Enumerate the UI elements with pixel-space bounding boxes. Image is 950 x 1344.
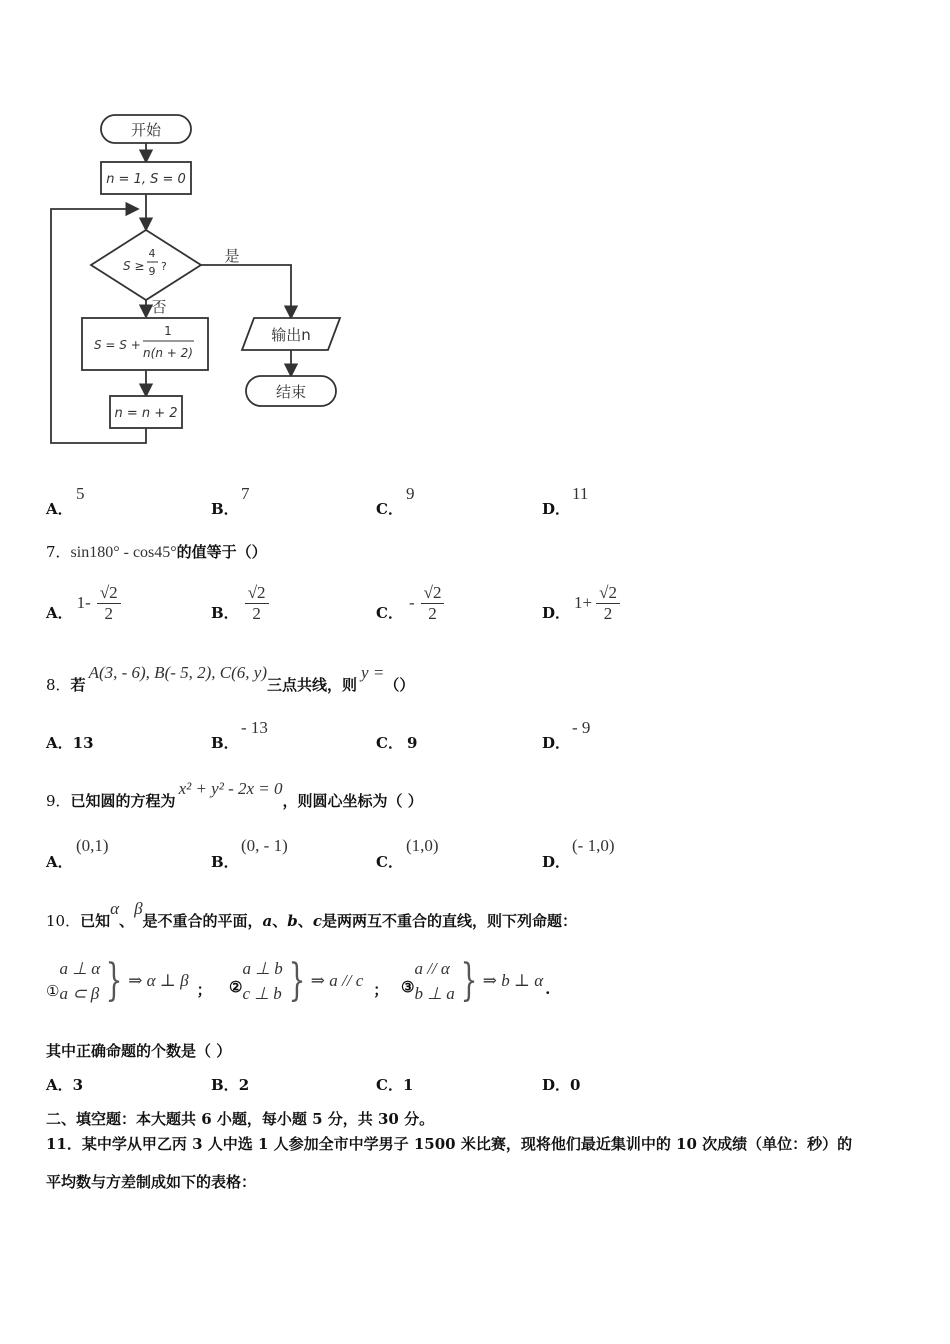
- option-value: 11: [572, 484, 589, 503]
- proposition-3: [401, 953, 550, 1009]
- frac-num: √2: [97, 583, 121, 604]
- prop-line-2: a ⊂ β: [59, 984, 100, 1003]
- option-label: B．: [211, 603, 239, 622]
- option-value: 0: [570, 1076, 581, 1094]
- q6-options: [46, 486, 846, 520]
- q7-option-d[interactable]: [542, 578, 620, 628]
- option-label: B．: [211, 853, 239, 871]
- frac-den: 2: [428, 603, 437, 623]
- option-label: C．: [376, 603, 403, 622]
- option-value: 13: [72, 734, 94, 752]
- q10-sep2: 、: [272, 912, 288, 930]
- q8-middle: 三点共线，则: [267, 676, 358, 694]
- q8-options: [46, 718, 846, 752]
- q7-expr: sin180° - cos45°: [70, 544, 177, 561]
- cond-den: 9: [148, 265, 156, 278]
- q10-alpha: α: [110, 899, 120, 918]
- frac-den: 2: [252, 603, 261, 623]
- prop-end: ；: [196, 980, 212, 999]
- option-label: C．: [376, 853, 403, 871]
- prop-result: ⇒ α ⊥ β: [128, 971, 189, 990]
- right-brace: }: [460, 955, 478, 1006]
- question-number: 9．: [46, 792, 71, 810]
- q10-option-b[interactable]: [211, 1074, 249, 1095]
- prop-result: ⇒ b ⊥ α: [482, 971, 544, 990]
- prop-marker: ③: [401, 978, 415, 996]
- option-value: 9: [406, 484, 415, 503]
- yes-label: 是: [224, 247, 240, 265]
- update-lhs: S = S +: [94, 338, 141, 352]
- q10-a: a: [262, 912, 273, 930]
- q7-text: 的值等于（）: [176, 543, 267, 561]
- update-den: n(n + 2): [143, 346, 193, 360]
- update-num: 1: [164, 324, 172, 338]
- q9-options: [46, 836, 846, 870]
- frac-den: 2: [603, 603, 613, 623]
- option-value: 1: [402, 1076, 414, 1094]
- option-label: A．: [46, 734, 73, 752]
- q10-t3: 是两两互不重合的直线，则下列命题：: [321, 912, 577, 930]
- incr-label: n = n + 2: [114, 406, 178, 421]
- prop-marker: ①: [46, 982, 60, 1000]
- option-label: D．: [542, 500, 571, 518]
- option-value: (0, - 1): [241, 836, 288, 855]
- option-label: B．: [211, 734, 239, 752]
- frac-num: √2: [421, 583, 445, 604]
- prop-end: .: [545, 980, 551, 998]
- prop-result: ⇒ a // c: [310, 971, 364, 990]
- option-value: 2: [238, 1076, 250, 1094]
- q10-b: b: [287, 912, 298, 930]
- option-label: B．: [211, 500, 239, 518]
- option-label: D．: [542, 853, 571, 871]
- q10-question: 其中正确命题的个数是（ ）: [46, 1042, 232, 1060]
- prop-marker: ②: [229, 978, 243, 996]
- option-value: 5: [76, 484, 85, 503]
- q11-line-2: 平均数与方差制成如下的表格：: [46, 1173, 257, 1191]
- prop-end: ；: [373, 980, 389, 999]
- question-number: 8．: [46, 676, 71, 694]
- q10-options: [46, 1074, 846, 1096]
- q10-option-d[interactable]: [542, 1074, 580, 1095]
- frac-den: 2: [104, 603, 113, 623]
- q8-points: A(3, - 6), B(- 5, 2), C(6, y): [88, 663, 268, 682]
- prop-line-1: a // α: [414, 958, 450, 978]
- option-label: A．: [46, 853, 73, 871]
- option-label: C．: [376, 500, 403, 518]
- cond-q: ?: [161, 260, 167, 273]
- q10-option-a[interactable]: [46, 1074, 83, 1095]
- q9-equation: x² + y² - 2x = 0: [178, 779, 283, 798]
- prop-line-1: a ⊥ b: [242, 958, 283, 978]
- end-label: 结束: [275, 383, 307, 401]
- q8-stem: [46, 662, 415, 694]
- cond-lhs: S ≥: [123, 259, 145, 273]
- q7-option-c[interactable]: [376, 578, 444, 628]
- q10-t2: 是不重合的平面，: [142, 912, 263, 930]
- option-value: 9: [406, 734, 418, 752]
- option-label: A．: [46, 1076, 73, 1094]
- q8-suffix: （）: [384, 676, 415, 694]
- prop-line-2: b ⊥ a: [414, 984, 455, 1003]
- no-label: 否: [151, 298, 167, 316]
- q10-c: c: [312, 912, 322, 930]
- option-label: A．: [46, 603, 73, 622]
- frac-num: √2: [245, 583, 269, 604]
- q8-option-a[interactable]: [46, 732, 94, 753]
- condition-diamond: [91, 230, 201, 300]
- option-value: (- 1,0): [572, 836, 615, 855]
- q7-options: [46, 578, 846, 628]
- prop-line-1: a ⊥ α: [59, 958, 101, 978]
- output-label: 输出n: [271, 326, 311, 344]
- q10-propositions: [46, 953, 646, 1009]
- option-value: (1,0): [406, 836, 439, 855]
- init-label: n = 1, S = 0: [106, 172, 186, 187]
- option-label: C．: [376, 734, 403, 752]
- option-prefix: -: [408, 593, 415, 612]
- q10-beta: β: [134, 899, 143, 918]
- section-heading: 二、填空题：本大题共 6 小题，每小题 5 分，共 30 分。: [46, 1110, 435, 1128]
- frac-num: √2: [596, 583, 620, 604]
- proposition-2: [229, 953, 388, 1009]
- q7-stem: [46, 541, 267, 562]
- option-label: A．: [46, 500, 73, 518]
- proposition-1: [46, 953, 212, 1009]
- cond-num: 4: [148, 247, 156, 260]
- option-label: D．: [542, 1076, 571, 1094]
- option-value: 3: [72, 1076, 84, 1094]
- option-label: B．: [211, 1076, 239, 1094]
- right-brace: }: [105, 955, 123, 1006]
- q7-option-b[interactable]: [211, 578, 269, 628]
- option-label: D．: [542, 734, 571, 752]
- option-label: D．: [542, 603, 571, 622]
- q10-t1: 已知: [80, 912, 111, 930]
- prop-line-2: c ⊥ b: [242, 984, 282, 1003]
- option-value: - 9: [572, 718, 591, 737]
- q8-var: y =: [361, 663, 385, 682]
- q9-suffix: ，则圆心坐标为（ ）: [282, 792, 423, 810]
- q8-option-c[interactable]: [376, 732, 417, 753]
- q10-stem: [46, 898, 577, 930]
- start-label: 开始: [130, 121, 162, 139]
- q10-sep: 、: [119, 912, 135, 930]
- option-prefix: 1-: [76, 593, 91, 612]
- q9-stem: [46, 778, 423, 810]
- q7-option-a[interactable]: [46, 578, 121, 628]
- option-value: - 13: [241, 718, 268, 737]
- q9-prefix: 已知圆的方程为: [70, 792, 176, 810]
- option-prefix: 1+: [574, 593, 593, 612]
- question-number: 7．: [46, 543, 71, 561]
- q8-prefix: 若: [70, 676, 86, 694]
- right-brace: }: [288, 955, 306, 1006]
- q11-line-1: 11．某中学从甲乙丙 3 人中选 1 人参加全市中学男子 1500 米比赛，现将他们最近集训中的 10 次成绩（单位：秒）的: [46, 1135, 853, 1153]
- option-value: (0,1): [76, 836, 109, 855]
- option-label: C．: [376, 1076, 403, 1094]
- flowchart: [40, 105, 360, 455]
- q10-sep3: 、: [297, 912, 313, 930]
- question-number: 10．: [46, 912, 81, 930]
- option-value: 7: [241, 484, 250, 503]
- q10-option-c[interactable]: [376, 1074, 413, 1095]
